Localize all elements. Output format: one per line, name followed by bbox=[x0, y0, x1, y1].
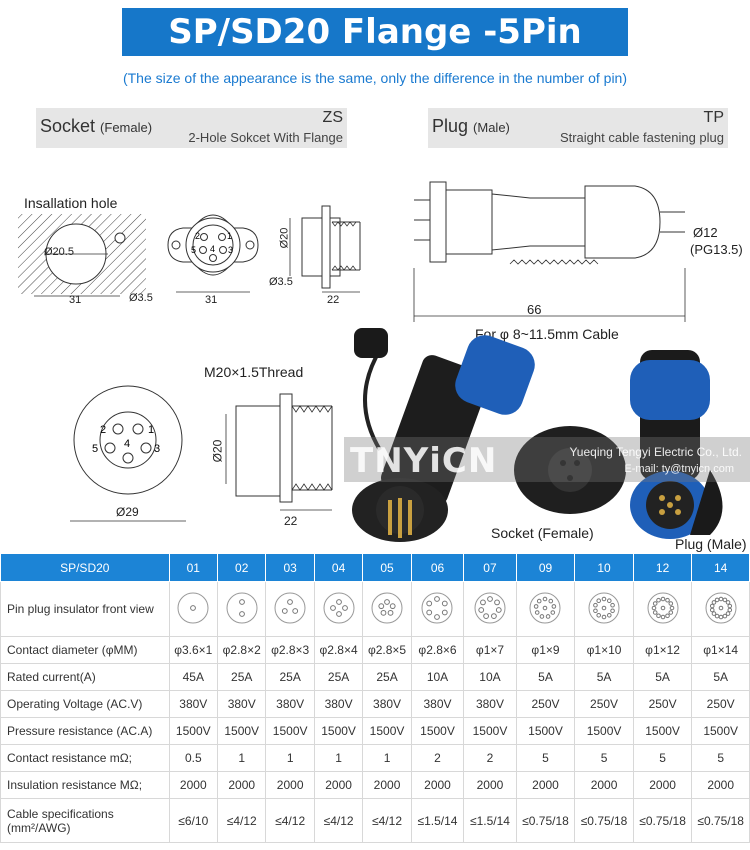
watermark-company: Yueqing Tengyi Electric Co., Ltd. bbox=[569, 445, 742, 459]
table-cell: 250V bbox=[692, 691, 750, 718]
pin-layout-icon bbox=[646, 591, 680, 625]
pin-label-2: 2 bbox=[195, 231, 201, 241]
table-cell: 1500V bbox=[218, 718, 266, 745]
table-header-pin-02: 02 bbox=[218, 554, 266, 582]
table-cell: 1500V bbox=[516, 718, 575, 745]
table-cell: 1 bbox=[314, 745, 362, 772]
pin-view-cell bbox=[692, 582, 750, 637]
table-cell: ≤4/12 bbox=[266, 799, 314, 843]
table-cell: 5A bbox=[633, 664, 692, 691]
table-cell: 1 bbox=[363, 745, 411, 772]
table-cell: ≤1.5/14 bbox=[411, 799, 463, 843]
dim-d3-5-b: Ø3.5 bbox=[269, 276, 293, 288]
table-header-pin-03: 03 bbox=[266, 554, 314, 582]
plug-label-box bbox=[428, 108, 728, 148]
table-cell: 2000 bbox=[575, 772, 634, 799]
table-cell: φ1×12 bbox=[633, 637, 692, 664]
table-cell: φ2.8×6 bbox=[411, 637, 463, 664]
pin-layout-icon bbox=[473, 591, 507, 625]
table-header-pin-12: 12 bbox=[633, 554, 692, 582]
table-cell: 250V bbox=[575, 691, 634, 718]
watermark-logo: TNYiCN bbox=[350, 441, 498, 481]
spec-table bbox=[0, 553, 750, 843]
thread-caption: M20×1.5Thread bbox=[204, 364, 304, 380]
table-cell: ≤0.75/18 bbox=[516, 799, 575, 843]
pin-label-5-large: 5 bbox=[92, 443, 99, 455]
pin-view-cell bbox=[575, 582, 634, 637]
table-header-pin-05: 05 bbox=[363, 554, 411, 582]
table-header-row bbox=[1, 554, 750, 582]
table-cell: 5 bbox=[575, 745, 634, 772]
pin-layout-icon bbox=[225, 591, 259, 625]
pin-layout-icon bbox=[528, 591, 562, 625]
table-cell: 1500V bbox=[266, 718, 314, 745]
photo-label-plug: Plug (Male) bbox=[675, 536, 747, 552]
table-cell: 1500V bbox=[464, 718, 516, 745]
table-cell: φ2.8×3 bbox=[266, 637, 314, 664]
pin-label-4: 4 bbox=[210, 244, 216, 254]
table-cell: 5A bbox=[575, 664, 634, 691]
socket-large-side-drawing bbox=[222, 384, 342, 514]
socket-desc: 2-Hole Sokcet With Flange bbox=[188, 130, 343, 145]
table-cell: 10A bbox=[411, 664, 463, 691]
socket-label-box bbox=[36, 108, 347, 148]
table-row bbox=[1, 799, 750, 843]
table-cell: ≤6/10 bbox=[169, 799, 217, 843]
plug-code: TP bbox=[703, 109, 724, 126]
pin-view-cell bbox=[633, 582, 692, 637]
subtitle: (The size of the appearance is the same, only the difference in the number of pin) bbox=[122, 70, 628, 86]
table-cell: 250V bbox=[633, 691, 692, 718]
table-row bbox=[1, 691, 750, 718]
table-cell: 1500V bbox=[575, 718, 634, 745]
socket-large-front-drawing bbox=[70, 382, 190, 502]
table-cell: 0.5 bbox=[169, 745, 217, 772]
table-cell: ≤4/12 bbox=[363, 799, 411, 843]
pin-layout-icon bbox=[370, 591, 404, 625]
table-cell: 1 bbox=[218, 745, 266, 772]
table-cell: 380V bbox=[314, 691, 362, 718]
table-cell: φ1×14 bbox=[692, 637, 750, 664]
row-label: Pin plug insulator front view bbox=[1, 582, 170, 637]
table-row bbox=[1, 772, 750, 799]
table-cell: 2000 bbox=[266, 772, 314, 799]
dim-31-b: 31 bbox=[205, 294, 218, 306]
table-cell: φ2.8×2 bbox=[218, 637, 266, 664]
table-cell: 2 bbox=[411, 745, 463, 772]
dim-66: 66 bbox=[527, 302, 542, 317]
table-cell: 380V bbox=[218, 691, 266, 718]
table-cell: 1500V bbox=[363, 718, 411, 745]
table-cell: φ3.6×1 bbox=[169, 637, 217, 664]
table-cell: 25A bbox=[218, 664, 266, 691]
row-label: Insulation resistance MΩ; bbox=[1, 772, 170, 799]
dim-d3-5-a: Ø3.5 bbox=[129, 292, 153, 304]
table-cell: 45A bbox=[169, 664, 217, 691]
row-label: Contact diameter (φMM) bbox=[1, 637, 170, 664]
table-cell: φ2.8×4 bbox=[314, 637, 362, 664]
table-cell: 1 bbox=[266, 745, 314, 772]
table-cell: 2000 bbox=[692, 772, 750, 799]
table-cell: ≤0.75/18 bbox=[633, 799, 692, 843]
table-cell: ≤1.5/14 bbox=[464, 799, 516, 843]
table-cell: 380V bbox=[169, 691, 217, 718]
pin-view-cell bbox=[169, 582, 217, 637]
pin-layout-icon bbox=[704, 591, 738, 625]
pin-label-3-large: 3 bbox=[154, 443, 161, 455]
table-header-pin-10: 10 bbox=[575, 554, 634, 582]
table-header-pin-04: 04 bbox=[314, 554, 362, 582]
dim-pg13-5: (PG13.5) bbox=[690, 242, 743, 257]
pin-layout-icon bbox=[322, 591, 356, 625]
table-cell: φ1×9 bbox=[516, 637, 575, 664]
pin-label-1-large: 1 bbox=[148, 424, 155, 436]
plug-desc: Straight cable fastening plug bbox=[559, 130, 724, 145]
table-cell: 5A bbox=[516, 664, 575, 691]
table-cell: φ2.8×5 bbox=[363, 637, 411, 664]
table-cell: 380V bbox=[464, 691, 516, 718]
table-cell: 5 bbox=[516, 745, 575, 772]
pin-view-cell bbox=[266, 582, 314, 637]
table-cell: 5A bbox=[692, 664, 750, 691]
cable-caption: For φ 8~11.5mm Cable bbox=[475, 326, 619, 342]
table-cell: 5 bbox=[692, 745, 750, 772]
dim-d20-b: Ø20 bbox=[210, 439, 225, 463]
install-hole-label: Insallation hole bbox=[24, 195, 118, 211]
pin-label-4-large: 4 bbox=[124, 438, 131, 450]
pin-layout-icon bbox=[273, 591, 307, 625]
plug-side-drawing bbox=[410, 176, 710, 326]
dim-22-b: 22 bbox=[284, 514, 298, 528]
pin-view-cell bbox=[363, 582, 411, 637]
plug-sub: (Male) bbox=[473, 120, 510, 135]
table-cell: 1500V bbox=[411, 718, 463, 745]
pin-layout-icon bbox=[587, 591, 621, 625]
pin-view-cell bbox=[516, 582, 575, 637]
table-cell: 1500V bbox=[633, 718, 692, 745]
page-title: SP/SD20 Flange -5Pin bbox=[122, 8, 628, 56]
table-row bbox=[1, 664, 750, 691]
dim-d20-a: Ø20 bbox=[278, 227, 291, 249]
row-label: Contact resistance mΩ; bbox=[1, 745, 170, 772]
watermark-banner bbox=[344, 437, 750, 482]
pin-label-1: 1 bbox=[227, 231, 233, 241]
table-cell: 250V bbox=[516, 691, 575, 718]
table-row-pin-view bbox=[1, 582, 750, 637]
pin-label-2-large: 2 bbox=[100, 424, 107, 436]
table-header-model: SP/SD20 bbox=[1, 554, 170, 582]
table-cell: 380V bbox=[266, 691, 314, 718]
table-cell: 2000 bbox=[516, 772, 575, 799]
table-row bbox=[1, 637, 750, 664]
row-label: Pressure resistance (AC.A) bbox=[1, 718, 170, 745]
table-header-pin-06: 06 bbox=[411, 554, 463, 582]
dim-22-a: 22 bbox=[327, 294, 340, 306]
table-cell: 2 bbox=[464, 745, 516, 772]
socket-side-drawing bbox=[282, 196, 372, 296]
table-cell: 2000 bbox=[363, 772, 411, 799]
table-cell: 2000 bbox=[633, 772, 692, 799]
table-cell: 25A bbox=[314, 664, 362, 691]
table-cell: ≤4/12 bbox=[314, 799, 362, 843]
pin-label-5: 5 bbox=[191, 245, 197, 255]
table-cell: ≤0.75/18 bbox=[575, 799, 634, 843]
pin-view-cell bbox=[218, 582, 266, 637]
table-cell: 25A bbox=[363, 664, 411, 691]
table-cell: 2000 bbox=[169, 772, 217, 799]
photo-label-socket: Socket (Female) bbox=[491, 525, 594, 541]
table-cell: 2000 bbox=[464, 772, 516, 799]
table-cell: 2000 bbox=[218, 772, 266, 799]
pin-view-cell bbox=[464, 582, 516, 637]
table-cell: 10A bbox=[464, 664, 516, 691]
table-header-pin-14: 14 bbox=[692, 554, 750, 582]
plug-label: Plug bbox=[432, 116, 469, 136]
table-cell: 1500V bbox=[692, 718, 750, 745]
table-header-pin-01: 01 bbox=[169, 554, 217, 582]
table-cell: ≤0.75/18 bbox=[692, 799, 750, 843]
pin-layout-icon bbox=[176, 591, 210, 625]
row-label: Cable specifications (mm²/AWG) bbox=[1, 799, 170, 843]
dim-d29: Ø29 bbox=[116, 505, 139, 519]
table-row bbox=[1, 718, 750, 745]
socket-front-drawing bbox=[158, 200, 268, 300]
pin-view-cell bbox=[314, 582, 362, 637]
pin-view-cell bbox=[411, 582, 463, 637]
pin-label-3: 3 bbox=[228, 245, 234, 255]
socket-label: Socket bbox=[40, 116, 96, 136]
table-cell: 2000 bbox=[411, 772, 463, 799]
table-cell: φ1×7 bbox=[464, 637, 516, 664]
table-cell: φ1×10 bbox=[575, 637, 634, 664]
table-cell: 380V bbox=[411, 691, 463, 718]
table-cell: 5 bbox=[633, 745, 692, 772]
table-cell: 1500V bbox=[314, 718, 362, 745]
product-photo bbox=[340, 320, 750, 550]
dim-d20-5: Ø20.5 bbox=[44, 246, 74, 258]
table-header-pin-07: 07 bbox=[464, 554, 516, 582]
row-label: Operating Voltage (AC.V) bbox=[1, 691, 170, 718]
watermark-email: E-mail: ty@tnyicn.com bbox=[624, 463, 734, 475]
dim-31-a: 31 bbox=[69, 294, 82, 306]
table-cell: 380V bbox=[363, 691, 411, 718]
table-cell: 2000 bbox=[314, 772, 362, 799]
socket-code: ZS bbox=[322, 109, 343, 126]
row-label: Rated current(A) bbox=[1, 664, 170, 691]
table-cell: ≤4/12 bbox=[218, 799, 266, 843]
table-row bbox=[1, 745, 750, 772]
table-cell: 1500V bbox=[169, 718, 217, 745]
table-cell: 25A bbox=[266, 664, 314, 691]
dim-d12: Ø12 bbox=[693, 225, 718, 240]
pin-layout-icon bbox=[420, 591, 454, 625]
socket-sub: (Female) bbox=[100, 120, 153, 135]
table-header-pin-09: 09 bbox=[516, 554, 575, 582]
